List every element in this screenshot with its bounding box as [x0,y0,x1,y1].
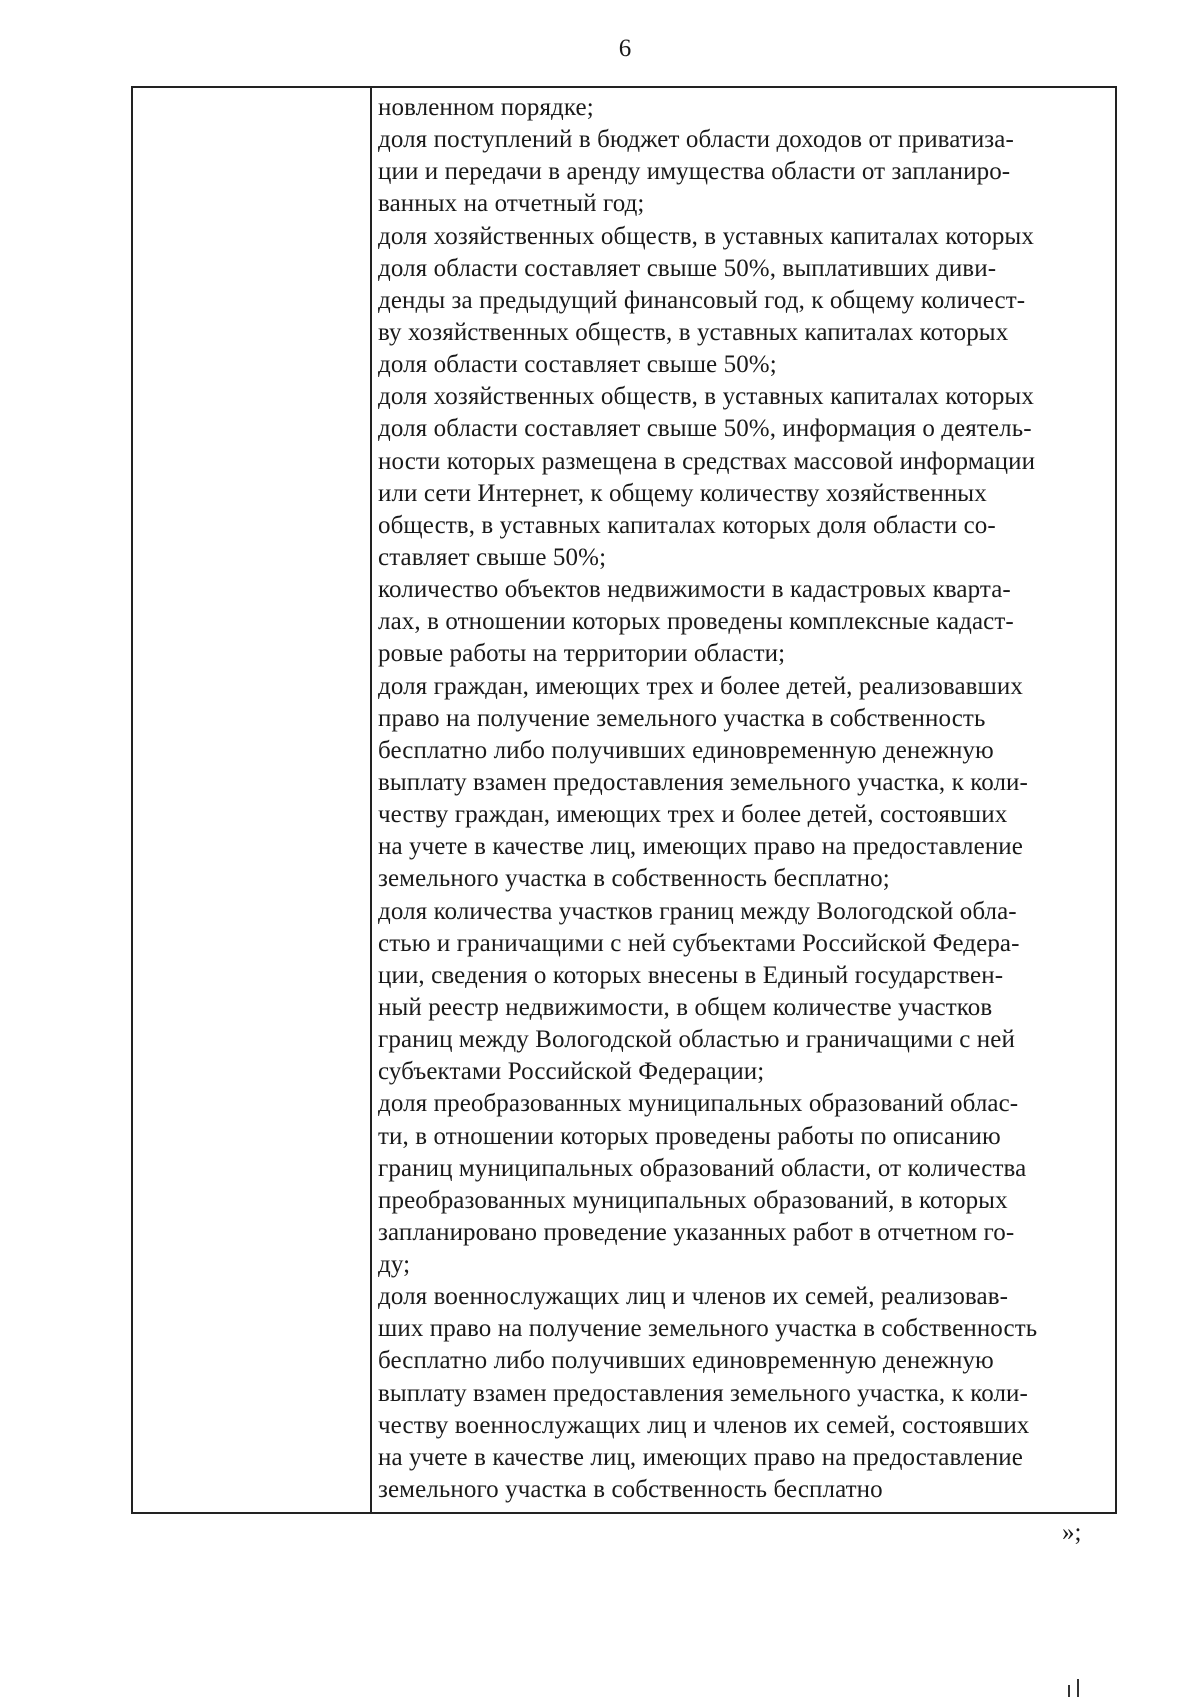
table-text-line: количество объектов недвижимости в кадастровых кварта- [378,576,1011,604]
table-text-line: доля преобразованных муниципальных образований облас- [378,1090,1019,1118]
table-text-line: лах, в отношении которых проведены комплексные кадаст- [378,608,1014,636]
table-text-line: доля военнослужащих лиц и членов их семей, реализовав- [378,1283,1009,1311]
table-text-line: обществ, в уставных капиталах которых доля области со- [378,511,996,539]
table-text-line: ставляет свыше 50%; [378,543,607,571]
table-text-line: ти, в отношении которых проведены работы по описанию [378,1122,1001,1150]
table-text-line: запланировано проведение указанных работ в отчетном го- [378,1218,1015,1246]
table-text-line: доля области составляет свыше 50%, информация о деятель- [378,415,1032,443]
table-text-line: или сети Интернет, к общему количеству хозяйственных [378,479,987,507]
document-table [131,86,1117,1514]
table-text-line: ших право на получение земельного участка в собственность [378,1315,1038,1343]
table-text-line: на учете в качестве лиц, имеющих право на предоставление [378,1443,1023,1471]
table-text-line: доля хозяйственных обществ, в уставных капиталах которых [378,222,1034,250]
table-text-line: бесплатно либо получивших единовременную денежную [378,1347,994,1375]
table-text-line: преобразованных муниципальных образований, в которых [378,1186,1008,1214]
table-text-line: субъектами Российской Федерации; [378,1058,765,1086]
table-text-line: доля граждан, имеющих трех и более детей, реализовавших [378,672,1023,700]
table-right-cell [372,88,1115,1512]
table-text-line: земельного участка в собственность бесплатно; [378,865,890,893]
table-text-line: ции и передачи в аренду имущества области от запланиро- [378,158,1011,186]
table-text-line: границ между Вологодской областью и граничащими с ней [378,1026,1015,1054]
table-text-line: границ муниципальных образований области, от количества [378,1154,1027,1182]
table-text-line: выплату взамен предоставления земельного участка, к коли- [378,768,1028,796]
table-text-line: честву военнослужащих лиц и членов их семей, состоявших [378,1411,1030,1439]
table-text-line: ву хозяйственных обществ, в уставных капиталах которых [378,318,1009,346]
table-text-line: право на получение земельного участка в собственность [378,704,986,732]
closing-quote-mark: »; [1062,1519,1082,1546]
table-text-line: новленном порядке; [378,94,594,121]
table-text-line: доля области составляет свыше 50%, выплативших диви- [378,254,997,282]
table-text-line: бесплатно либо получивших единовременную денежную [378,736,994,764]
table-text-line: ровые работы на территории области; [378,640,786,668]
table-text-line: доля хозяйственных обществ, в уставных капиталах которых [378,383,1034,411]
table-text-line: доля количества участков границ между Вологодской обла- [378,897,1017,925]
page-number: 6 [618,35,632,62]
table-text-line: денды за предыдущий финансовый год, к общему количест- [378,286,1026,314]
table-text-line: земельного участка в собственность бесплатно [378,1476,883,1504]
scan-edge-mark [1068,1675,1082,1697]
table-left-cell [133,88,372,1512]
table-text-line: ности которых размещена в средствах массовой информации [378,447,1036,475]
table-text-line: ду; [378,1251,411,1279]
table-text-line: стью и граничащими с ней субъектами Российской Федера- [378,929,1020,957]
table-text-line: доля области составляет свыше 50%; [378,351,777,379]
table-text-line: ванных на отчетный год; [378,190,645,218]
table-text-line: ции, сведения о которых внесены в Единый государствен- [378,961,1004,989]
table-text-line: выплату взамен предоставления земельного участка, к коли- [378,1379,1028,1407]
table-text-line: честву граждан, имеющих трех и более детей, состоявших [378,801,1008,829]
table-text-line: ный реестр недвижимости, в общем количестве участков [378,993,993,1021]
table-text-line: доля поступлений в бюджет области доходов от приватиза- [378,126,1014,154]
table-text-line: на учете в качестве лиц, имеющих право на предоставление [378,833,1023,861]
